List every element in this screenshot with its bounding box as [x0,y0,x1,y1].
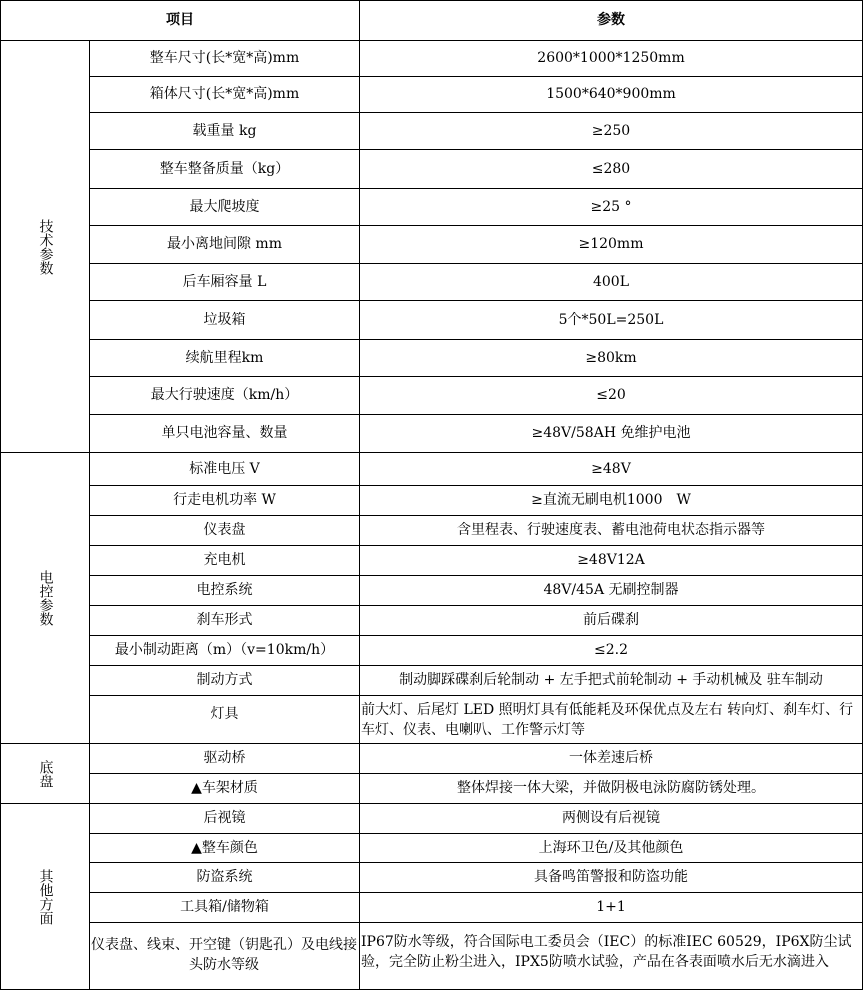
row-value: ≤280 [360,150,863,189]
table-row [1,893,863,923]
row-value: ≥80km [360,340,863,377]
row-name: 仪表盘、线束、开空键（钥匙孔）及电线接头防水等级 [90,923,360,990]
row-value: 48V/45A 无刷控制器 [360,576,863,606]
row-name: 单只电池容量、数量 [90,415,360,453]
row-name: ▲整车颜色 [90,834,360,863]
row-value: 具备鸣笛警报和防盗功能 [360,863,863,893]
category-other: 其他方面 [1,804,90,990]
table-row [1,804,863,834]
row-name: ▲车架材质 [90,774,360,804]
row-value: 5个*50L=250L [360,301,863,340]
row-value: ≥120mm [360,226,863,264]
row-name: 箱体尺寸(长*宽*高)mm [90,77,360,113]
row-value: 400L [360,264,863,301]
row-name: 行走电机功率 W [90,486,360,516]
header-item: 项目 [1,1,360,41]
row-name: 后视镜 [90,804,360,834]
row-value: 前大灯、后尾灯 LED 照明灯具有低能耗及环保优点及左右 转向灯、刹车灯、行车灯、仪表、电喇叭、工作警示灯等 [360,696,863,744]
row-value: 两侧设有后视镜 [360,804,863,834]
table-row [1,606,863,636]
header-param: 参数 [360,1,863,41]
row-name: 最小离地间隙 mm [90,226,360,264]
table-row [1,636,863,666]
table-row [1,340,863,377]
table-row [1,834,863,863]
category-chassis: 底盘 [1,744,90,804]
category-electric: 电控参数 [1,453,90,744]
row-name: 最小制动距离（m）（v=10km/h） [90,636,360,666]
row-name: 电控系统 [90,576,360,606]
row-value: ≥25 ° [360,189,863,226]
row-value: 1500*640*900mm [360,77,863,113]
row-value: 整体焊接一体大梁，并做阴极电泳防腐防锈处理。 [360,774,863,804]
row-name: 最大爬坡度 [90,189,360,226]
row-value: 上海环卫色/及其他颜色 [360,834,863,863]
row-value: ≤20 [360,377,863,415]
row-name: 制动方式 [90,666,360,696]
table-row [1,113,863,150]
table-row [1,226,863,264]
row-value: ≤2.2 [360,636,863,666]
row-name: 整车尺寸(长*宽*高)mm [90,41,360,77]
table-row [1,486,863,516]
row-value: 前后碟刹 [360,606,863,636]
table-row [1,696,863,744]
table-row [1,264,863,301]
row-name: 垃圾箱 [90,301,360,340]
table-row [1,863,863,893]
table-row [1,546,863,576]
table-row [1,666,863,696]
row-name: 充电机 [90,546,360,576]
table-row [1,774,863,804]
row-name: 灯具 [90,696,360,744]
row-name: 标准电压 V [90,453,360,486]
table-row [1,576,863,606]
row-name: 刹车形式 [90,606,360,636]
row-name: 载重量 kg [90,113,360,150]
header-row [1,1,863,41]
category-tech: 技术参数 [1,41,90,453]
table-row [1,41,863,77]
row-value: ≥48V12A [360,546,863,576]
row-name: 仪表盘 [90,516,360,546]
row-value: 2600*1000*1250mm [360,41,863,77]
row-value: 制动脚踩碟刹后轮制动 + 左手把式前轮制动 + 手动机械及 驻车制动 [360,666,863,696]
table-row [1,377,863,415]
row-value: IP67防水等级，符合国际电工委员会（IEC）的标准IEC 60529，IP6X防尘试验，完全防止粉尘进入，IPX5防喷水试验，产品在各表面喷水后无水滴进入 [360,923,863,990]
table-row [1,923,863,990]
row-value: 一体差速后桥 [360,744,863,774]
table-row [1,516,863,546]
row-value: ≥直流无刷电机1000 W [360,486,863,516]
row-name: 驱动桥 [90,744,360,774]
row-value: ≥48V [360,453,863,486]
row-value: ≥48V/58AH 免维护电池 [360,415,863,453]
table-row [1,77,863,113]
table-row [1,415,863,453]
row-name: 最大行驶速度（km/h） [90,377,360,415]
table-row [1,189,863,226]
row-name: 后车厢容量 L [90,264,360,301]
table-row [1,744,863,774]
table-row [1,453,863,486]
table-row [1,150,863,189]
row-value: 含里程表、行驶速度表、蓄电池荷电状态指示器等 [360,516,863,546]
row-name: 续航里程km [90,340,360,377]
table-row [1,301,863,340]
row-name: 防盗系统 [90,863,360,893]
row-name: 整车整备质量（kg） [90,150,360,189]
row-value: 1+1 [360,893,863,923]
row-value: ≥250 [360,113,863,150]
row-name: 工具箱/储物箱 [90,893,360,923]
